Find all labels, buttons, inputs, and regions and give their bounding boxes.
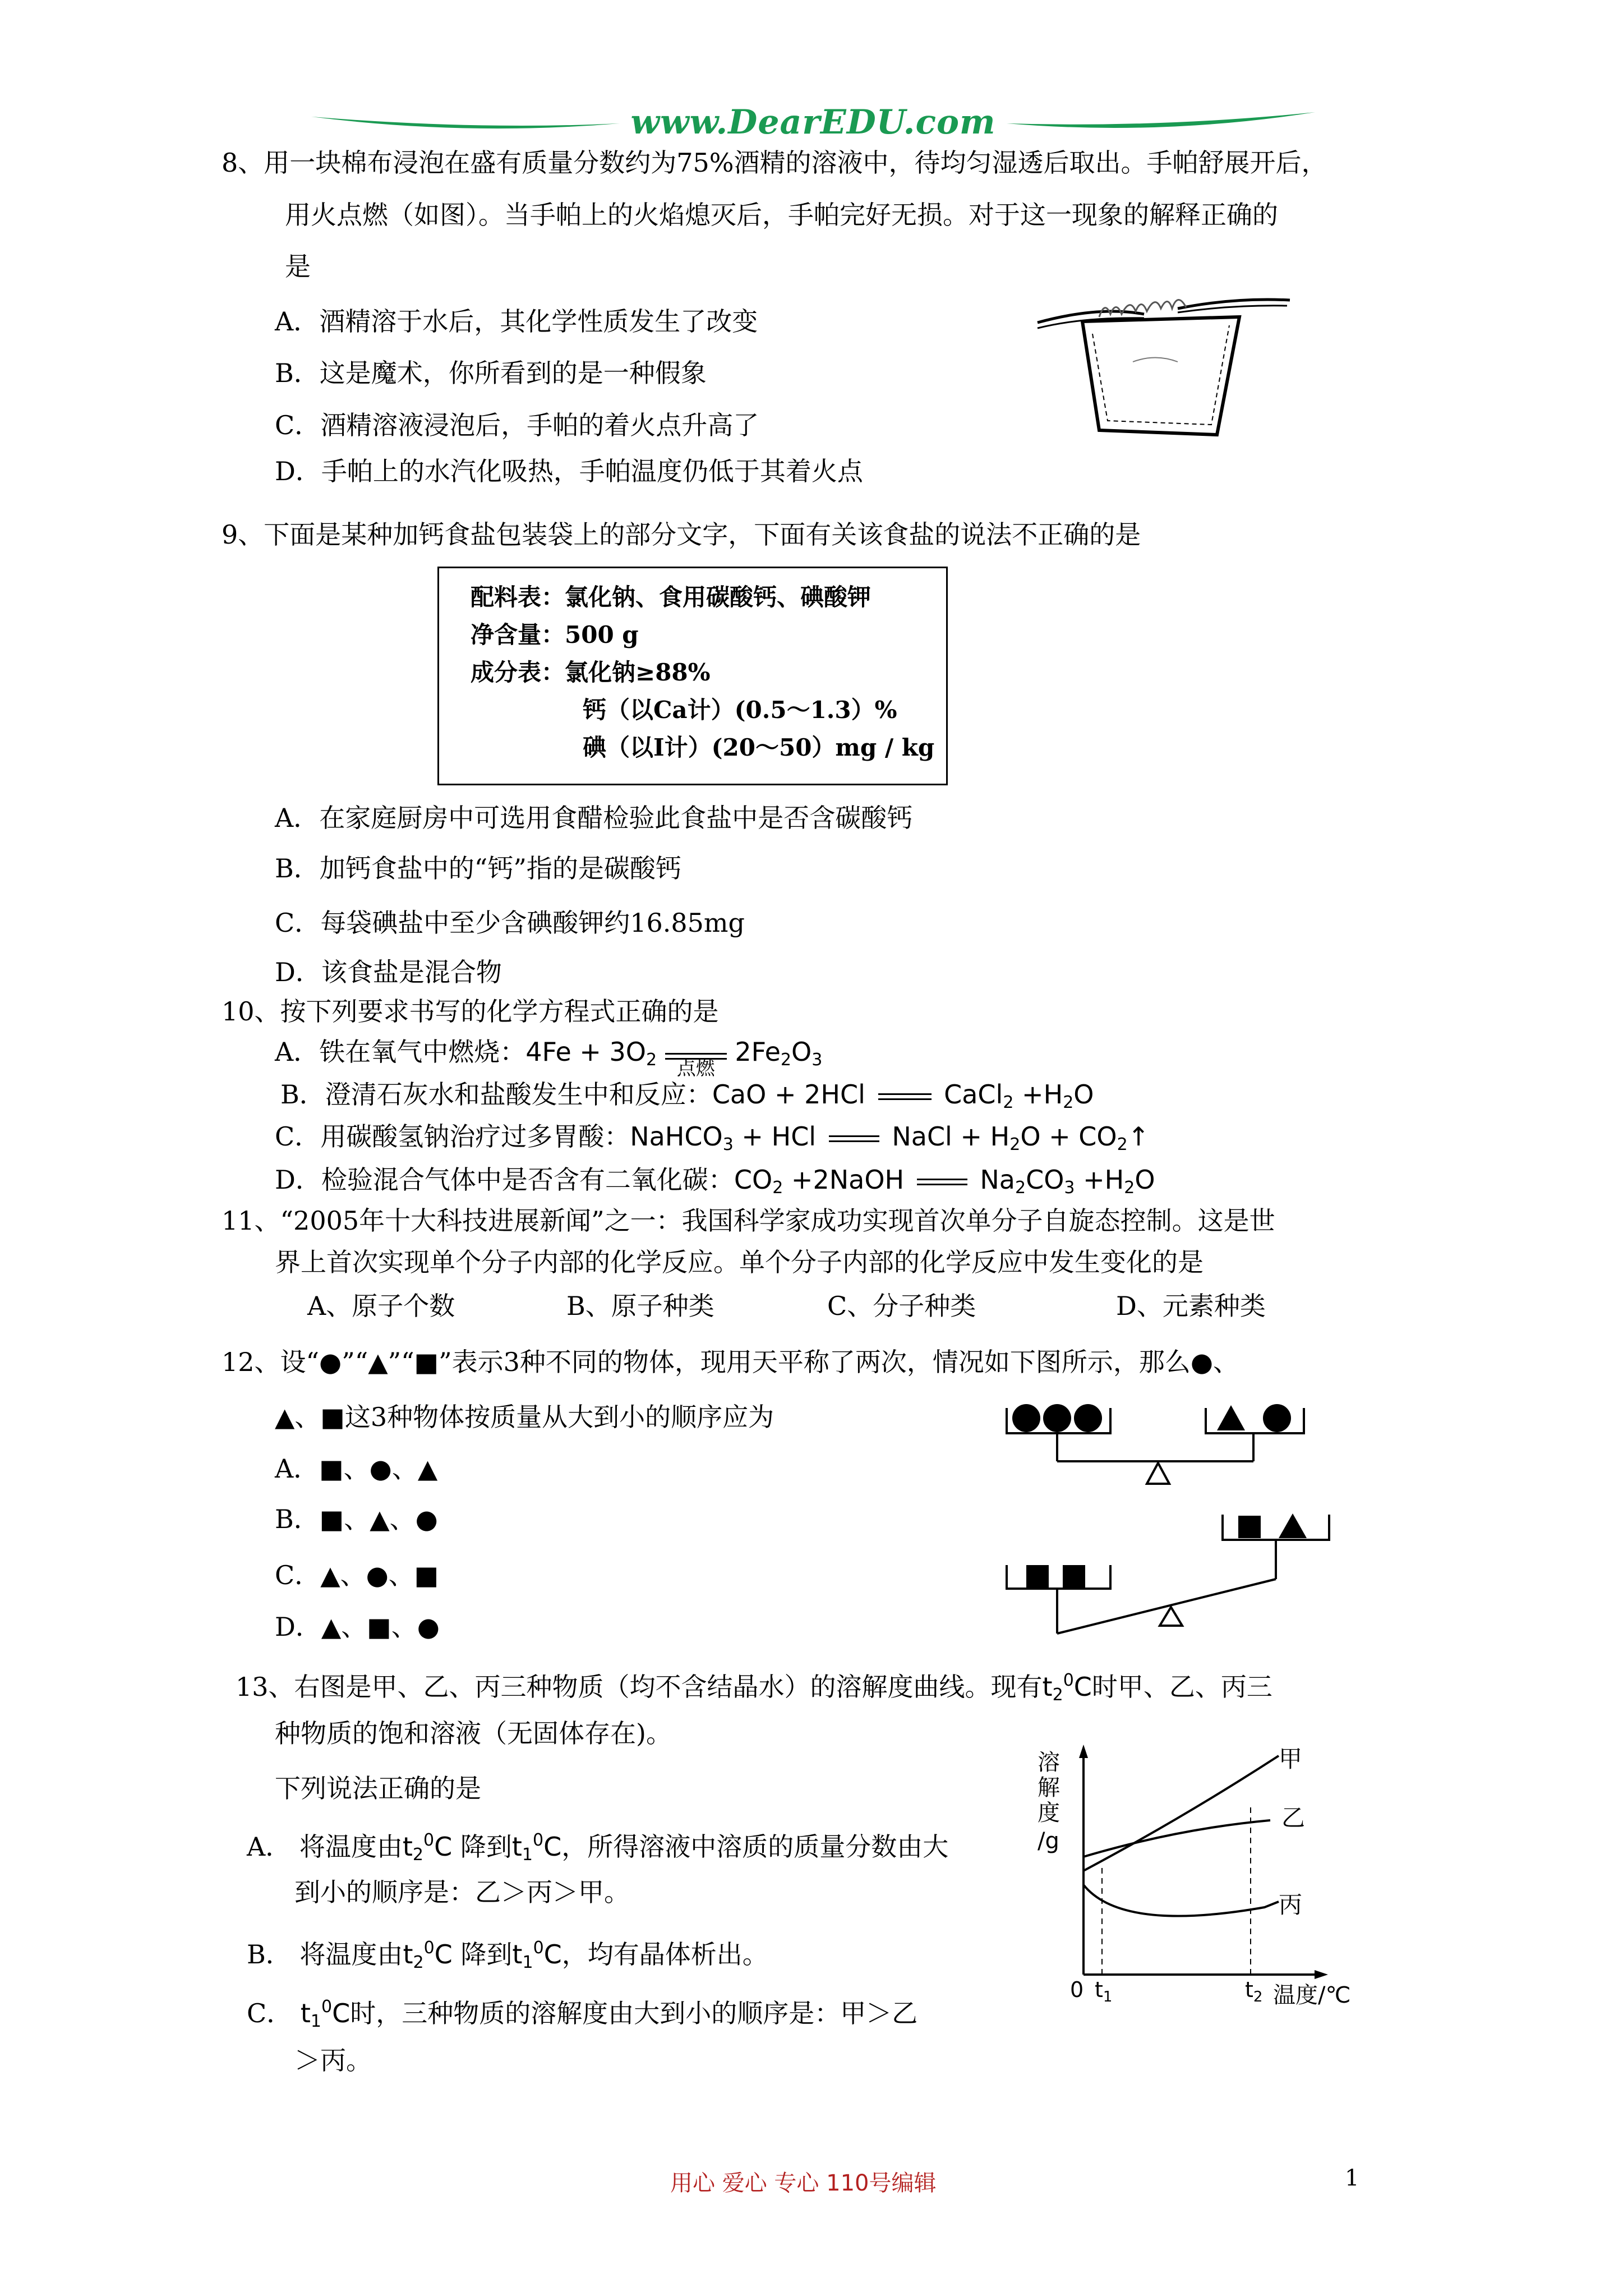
q11-option-b: B、原子种类 (566, 1291, 714, 1321)
q13-stem-line2: 种物质的饱和溶液（无固体存在)。 (275, 1718, 672, 1749)
q12-stem-line1: 12、设“●”“▲”“■”表示3种不同的物体，现用天平称了两次，情况如下图所示，那么●、 (222, 1347, 1239, 1377)
q13-stem-line3: 下列说法正确的是 (275, 1773, 481, 1803)
q13-option-c: C． $t_1^0C$时，三种物质的溶解度由大到小的顺序是：甲＞乙 (247, 1997, 918, 2031)
box-line-calcium: 钙（以Ca计）(0.5～1.3）% (583, 696, 897, 724)
page-number: 1 (1345, 2165, 1359, 2191)
label-yi: 乙 (1281, 1804, 1306, 1832)
curve-jia (1083, 1756, 1279, 1871)
q8-stem-line3: 是 (285, 251, 311, 282)
label-t2: $t_2$ (1245, 1977, 1263, 2005)
q13-option-a: A． 将温度由$t_2^0C$ 降到$t_1^0C$，所得溶液中溶质的质量分数由大 (247, 1830, 949, 1865)
graph-ylabel-2: 解 (1038, 1775, 1060, 1801)
q8-option-a: A．酒精溶于水后，其化学性质发生了改变 (275, 306, 758, 337)
q8-option-c: C．酒精溶液浸泡后，手帕的着火点升高了 (275, 410, 759, 440)
q13-a-mid: 降到 (460, 1832, 512, 1862)
q13-a-pre: A． 将温度由 (247, 1832, 403, 1862)
graph-ylabel-4: /g (1038, 1828, 1059, 1854)
q11-option-a: A、原子个数 (307, 1291, 455, 1321)
q9-option-b: B．加钙食盐中的“钙”指的是碳酸钙 (275, 853, 681, 884)
salt-label-box (437, 567, 948, 785)
box-line-ingredients: 配料表：氯化钠、食用碳酸钙、碘酸钾 (471, 583, 872, 611)
handkerchief-fire-figure (1032, 283, 1295, 446)
page-header (308, 105, 1318, 145)
box-line-iodine: 碘（以I计）(20～50）mg / kg (583, 734, 935, 761)
curve-bing (1083, 1885, 1279, 1916)
q12-option-c: C．▲、●、■ (275, 1560, 439, 1590)
q10-stem: 10、按下列要求书写的化学方程式正确的是 (222, 996, 719, 1027)
q9-option-c: C．每袋碘盐中至少含碘酸钾约16.85mg (275, 908, 745, 938)
q13-b-post: ，均有晶体析出。 (561, 1939, 768, 1970)
q10-a-prefix: A．铁在氧气中燃烧： (275, 1037, 526, 1067)
q12-option-b: B．■、▲、● (275, 1504, 438, 1534)
q10-a-condition: 点燃 (676, 1057, 715, 1080)
q8-stem-line2: 用火点燃（如图）。当手帕上的火焰熄灭后，手帕完好无损。对于这一现象的解释正确的 (285, 200, 1278, 230)
q10-c-prefix: C．用碳酸氢钠治疗过多胃酸： (275, 1121, 630, 1152)
q11-option-c: C、分子种类 (827, 1291, 976, 1321)
q13-option-a-line2: 到小的顺序是：乙＞丙＞甲。 (294, 1877, 630, 1907)
q12-option-a: A．■、●、▲ (275, 1453, 438, 1484)
q11-stem-line1: 11、“2005年十大科技进展新闻”之一：我国科学家成功实现首次单分子自旋态控制。这是世 (222, 1205, 1275, 1236)
balance-top (1007, 1404, 1304, 1484)
q10-option-d: D．检验混合气体中是否含有二氧化碳：$CO_2$ +2NaOH $Na_2CO_3 +H_2O$ (275, 1165, 1155, 1198)
q9-option-a: A．在家庭厨房中可选用食醋检验此食盐中是否含碳酸钙 (275, 803, 913, 833)
q13-a-post: ，所得溶液中溶质的质量分数由大 (561, 1832, 949, 1862)
q10-b-prefix: B．澄清石灰水和盐酸发生中和反应： (280, 1079, 712, 1110)
header-swoosh-left-icon (308, 105, 623, 145)
q12-option-d: D．▲、■、● (275, 1612, 440, 1642)
box-line-net-weight: 净含量：500 g (471, 621, 639, 648)
q13-option-b: B． 将温度由$t_2^0C$ 降到$t_1^0C$，均有晶体析出。 (247, 1938, 768, 1972)
graph-xlabel: 温度/℃ (1273, 1982, 1351, 2008)
q12-stem-line2: ▲、■这3种物体按质量从大到小的顺序应为 (275, 1402, 774, 1432)
site-logo: www.DearEDU.com (630, 103, 996, 142)
balance-bottom (1007, 1513, 1329, 1634)
q9-option-d: D．该食盐是混合物 (275, 957, 502, 987)
q9-stem: 9、下面是某种加钙食盐包装袋上的部分文字，下面有关该食盐的说法不正确的是 (222, 519, 1141, 550)
label-jia: 甲 (1279, 1745, 1303, 1773)
graph-ylabel-3: 度 (1038, 1800, 1060, 1826)
header-swoosh-right-icon (1004, 105, 1318, 145)
solubility-curve-figure (1032, 1739, 1391, 2008)
q11-option-d: D、元素种类 (1116, 1291, 1266, 1321)
q8-option-d: D．手帕上的水汽化吸热，手帕温度仍低于其着火点 (275, 456, 863, 486)
graph-ylabel-1: 溶 (1038, 1750, 1060, 1775)
label-origin: 0 (1070, 1977, 1084, 2002)
page-footer: 用心 爱心 专心 110号编辑 (670, 2170, 937, 2196)
q10-d-prefix: D．检验混合气体中是否含有二氧化碳： (275, 1165, 734, 1195)
q10-option-a: A．铁在氧气中燃烧：$4Fe + 3O_2$ 点燃 $2Fe_2O_3$ (275, 1036, 822, 1076)
q13-stem-line1: 13、右图是甲、乙、丙三种物质（均不含结晶水）的溶解度曲线。现有$t_2^0C$时甲、乙、丙三 (236, 1671, 1272, 1705)
q8-stem-line1: 8、用一块棉布浸泡在盛有质量分数约为75%酒精的溶液中，待均匀湿透后取出。手帕舒展开后， (222, 148, 1327, 178)
curve-yi (1083, 1820, 1270, 1857)
box-line-composition: 成分表：氯化钠≥88% (471, 659, 711, 686)
label-t1: $t_1$ (1095, 1977, 1113, 2005)
q13-stem1-post: 时甲、乙、丙三 (1091, 1672, 1272, 1702)
q8-option-b: B．这是魔术，你所看到的是一种假象 (275, 358, 707, 388)
q13-option-c-line2: ＞丙。 (294, 2045, 372, 2076)
label-bing: 丙 (1279, 1891, 1303, 1918)
q13-c-post: 时，三种物质的溶解度由大到小的顺序是：甲＞乙 (350, 1998, 918, 2028)
q11-stem-line2: 界上首次实现单个分子内部的化学反应。单个分子内部的化学反应中发生变化的是 (275, 1247, 1204, 1277)
q13-b-pre: B． 将温度由 (247, 1939, 403, 1970)
balance-scales-figure (998, 1391, 1346, 1649)
q13-stem1-pre: 13、右图是甲、乙、丙三种物质（均不含结晶水）的溶解度曲线。现有 (236, 1672, 1043, 1702)
q13-b-mid: 降到 (460, 1939, 513, 1970)
q10-option-c: C．用碳酸氢钠治疗过多胃酸：NaHCO$_3$ + HCl NaCl + $H_2O$ + $CO_2↑$ (275, 1121, 1150, 1154)
q10-option-b: B．澄清石灰水和盐酸发生中和反应：CaO + 2HCl CaCl$_2$ $+H_2O$ (280, 1079, 1094, 1112)
